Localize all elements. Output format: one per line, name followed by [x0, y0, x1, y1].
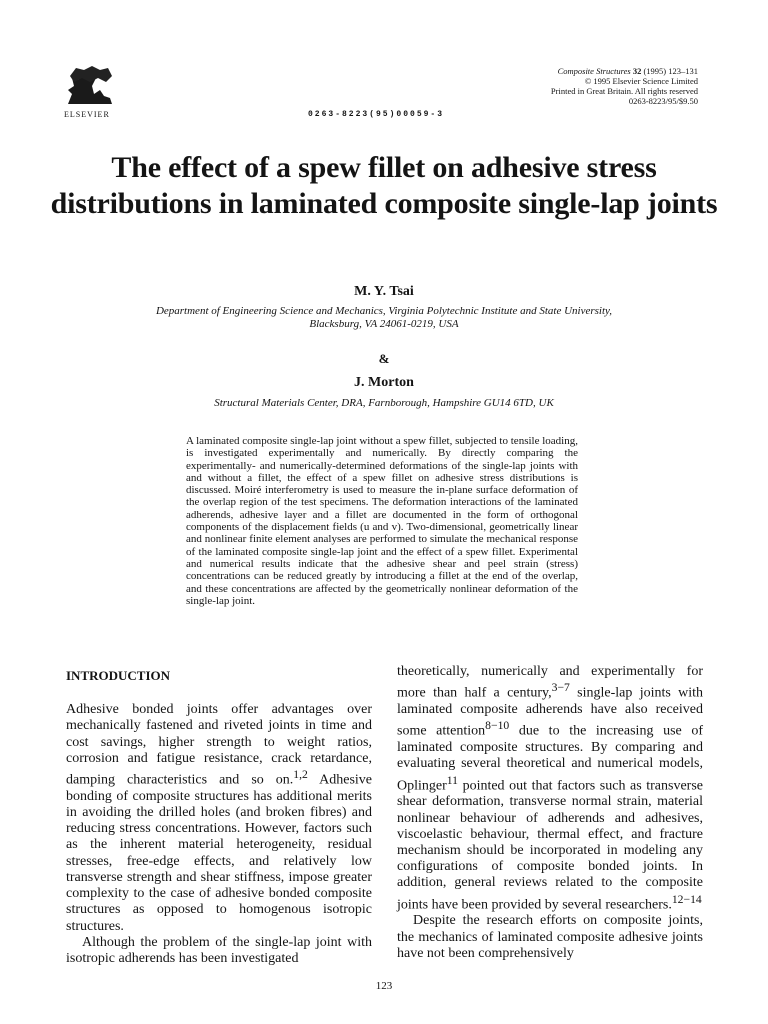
paragraph-text: theoretically, numerically and experimentally for more than half a century, [397, 664, 703, 701]
citation-line [458, 66, 698, 76]
paragraph-text: due to the increasing use of laminated composite structures. By comparing and evaluating several theoretical and numerical models, Oplinger [397, 723, 704, 794]
body-column-left [66, 664, 372, 967]
section-heading: INTRODUCTION [66, 668, 171, 683]
author-name-2: J. Morton [354, 375, 414, 390]
copyright: © 1995 Elsevier Science Limited [584, 76, 698, 86]
citation-ref: 11 [446, 773, 458, 787]
paragraph-text: Adhesive bonding of composite structures has additional merits in avoiding the drilled holes (and broken fibres) and reducing stress concentrations. However, factors such as the inherent material heterogeneity, residual stresses, free-edge effects, and relatively low transverse strength and shear stiffness, impose greater complexity to the case of adhesive bonded composite structures as opposed to homogenous isotropic structures. [66, 772, 372, 934]
body-column-right [397, 664, 703, 962]
issn: 0263-8223/95/$9.50 [628, 96, 698, 106]
author-separator: & [378, 351, 390, 366]
paragraph-text: Adhesive bonded joints offer advantages over mechanically fastened and riveted joints in time and cost savings, higher strength to weight ratios, corrosion and fatigue resistance, crack retardance, damping characteristics and so on. [66, 702, 372, 788]
affiliation-1-line-1: Department of Engineering Science and Mechanics, Virginia Polytechnic Institute and State University, [155, 305, 613, 317]
journal-name: Composite Structures [557, 66, 631, 76]
paper-title: The effect of a spew fillet on adhesive stress distributions in laminated composite single-lap joints [50, 151, 718, 220]
abstract: A laminated composite single-lap joint without a spew fillet, subjected to tensile loading, is investigated experimentally and numerically. By directly comparing the experimentally- and numerically-determined deformations of the single-lap joints with and without a fillet, the effect of a spew fillet on adhesive stress distributions is discussed. Moiré interferometry is used to measure the in-plane surface deformation of the overlap region of the test specimens. The deformation interactions of the laminated adherends, adhesive layer and a fillet are documented in the form of orthogonal components of the displacement fields (u and v). Two-dimensional, geometrically linear and nonlinear finite element analyses are performed to simulate the mechanical response of the laminated composite single-lap joint and the effect of a spew fillet. Experimental and numerical results indicate that the adhesive shear and peel strain (stress) concentrations can be reduced greatly by introducing a fillet at the end of the overlap, and these concentrations are affected by the geometrically nonlinear deformation of the single-lap joint. [186, 435, 578, 607]
paragraph-text: pointed out that factors such as transverse shear deformation, transverse normal strain, material nonlinear behaviour of adherends and adhesives, viscoelastic behaviour, thermal effect, and fracture mechanism should be incorporated in modeling any configurations of composite bonded joints. In addition, general reviews related to the composite joints have been provided by several researchers. [397, 778, 703, 913]
printed-note: Printed in Great Britain. All rights reserved [550, 86, 698, 96]
citation-ref: 12−14 [671, 892, 702, 906]
journal-year-pages: (1995) 123–131 [641, 66, 698, 76]
citation-ref: 8−10 [485, 719, 510, 733]
doi: 0263-8223(95)00059-3 [308, 110, 445, 119]
citation-block [458, 66, 698, 106]
elsevier-logo-icon [64, 64, 120, 108]
author-name-1: M. Y. Tsai [354, 284, 414, 299]
journal-volume: 32 [632, 66, 642, 76]
affiliation-1-line-2: Blacksburg, VA 24061-0219, USA [309, 318, 459, 330]
paragraph: Despite the research efforts on composite joints, the mechanics of laminated composite adhesive joints have not been comprehensively [397, 913, 703, 961]
paragraph [397, 664, 703, 913]
page-number: 123 [375, 980, 393, 992]
paragraph: Although the problem of the single-lap joint with isotropic adherends has been investigated [66, 934, 372, 966]
paragraph [66, 702, 372, 935]
affiliation-2: Structural Materials Center, DRA, Farnborough, Hampshire GU14 6TD, UK [214, 397, 554, 409]
publisher-name: ELSEVIER [64, 110, 110, 119]
paragraph-text: single-lap joints with laminated composite adherends have also received some attention [397, 685, 703, 739]
citation-ref: 3−7 [551, 681, 570, 695]
affiliation-1 [0, 305, 768, 331]
citation-ref: 1,2 [293, 768, 308, 782]
